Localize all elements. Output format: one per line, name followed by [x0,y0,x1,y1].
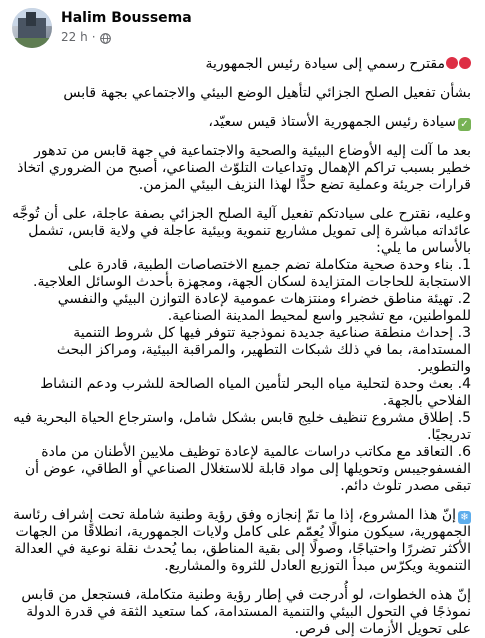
globe-icon[interactable] [100,32,111,43]
post-header [12,8,473,52]
list-item: 4. بعث وحدة لتحلية مياه البحر لتأمين المياه الصالحة للشرب ودعم النشاط الفلاحي بالجهة. [40,376,471,409]
red-circle-icon [459,57,471,69]
separator-dot: · [91,30,96,44]
list-item: 2. تهيئة مناطق خضراء ومنتزهات عمومية لإعادة التوازن البيئي والنفسي للمواطنين، مع تشجير واسع لمحيط المدينة الصناعية. [57,291,471,324]
list-item: 5. إطلاق مشروع تنظيف خليج قابس بشكل شامل، واسترجاع الحياة البحرية فيه تدريجيًا. [13,410,471,443]
post-intro: بعد ما آلت إليه الأوضاع البيئية والصحية والاجتماعية في جهة قابس من تدهور خطير بسبب تراكم الإهمال وتداعيات التلوّث الصناعي، أصبح من الضروري اتخاذ قرارات جريئة وعملية تضع حدًّا لهذا النزيف البيئي المزمن. [17,143,471,193]
author-name[interactable]: Halim Boussema [61,10,192,26]
post-salutation: سيادة رئيس الجمهورية الأستاذ قيس سعيّد، [208,114,456,130]
post-meta [61,8,192,45]
post-closing: إنّ هذه الخطوات، لو أُدرجت في إطار رؤية وطنية متكاملة، فستجعل من قابس نموذجًا في التحول البيئي والتنمية المستدامة، كما ستعيد الثقة في قدرة الدولة على تحويل الأزمات إلى فرص. [21,587,471,637]
post-vision-line [12,507,471,575]
snowflake-icon: ❄ [458,511,471,524]
list-item: 3. إحداث منطقة صناعية جديدة نموذجية تتوفر فيها كل شروط التنمية المستدامة، بما في ذلك شبكات التطهير، والمراقبة البيئية، ومراكز البحث والتطوير. [56,325,471,375]
post-subline [61,29,192,45]
post-title: مقترح رسمي إلى سيادة رئيس الجمهورية [205,56,445,72]
post-vision: إنّ هذا المشروع، إذا ما تمّ إنجازه وفق رؤية وطنية شاملة تحت إشراف رئاسة الجمهورية، سيكون منوالًا يُعمّم على كامل ولايات الجمهورية، انطلاقًا من الجهات الأكثر تضررًا واحتياجًا، وصولًا إلى بقية المناطق، بما يُحدث نقلة نوعية في العدالة التنموية ويكرّس مبدأ التوزيع العادل للثروة والمشاريع. [12,507,471,574]
avatar[interactable] [12,8,52,48]
check-mark-icon: ✓ [458,118,471,131]
post-time[interactable]: 22 h [61,30,88,44]
post-proposal: وعليه، نقترح على سيادتكم تفعيل آلية الصلح الجزائي بصفة عاجلة، على أن تُوجَّه عائداته مباشرة إلى تمويل مشاريع تنموية وبيئية عاجلة في ولاية قابس، تشمل بالأساس ما يلي: [12,206,471,256]
post-salutation-line [12,114,471,131]
post-title-line [12,56,471,73]
proposal-list [12,257,471,495]
list-item: 6. التعاقد مع مكاتب دراسات عالمية لإعادة توظيف ملايين الأطنان من مادة الفسفوجيبس وتحويلها إلى مواد قابلة للاستغلال الصناعي أو الطاقي، عوض أن تبقى مصدر تلوث دائم. [24,444,471,494]
post-subject: بشأن تفعيل الصلح الجزائي لتأهيل الوضع البيئي والاجتماعي بجهة قابس [63,85,471,101]
red-circle-icon [446,57,458,69]
post-body [12,56,473,638]
list-item: 1. بناء وحدة صحية متكاملة تضم جميع الاختصاصات الطبية، قادرة على الاستجابة للحاجات المتزايدة لسكان الجهة، ومجهزة بأحدث الوسائل العلاجية. [33,257,471,290]
